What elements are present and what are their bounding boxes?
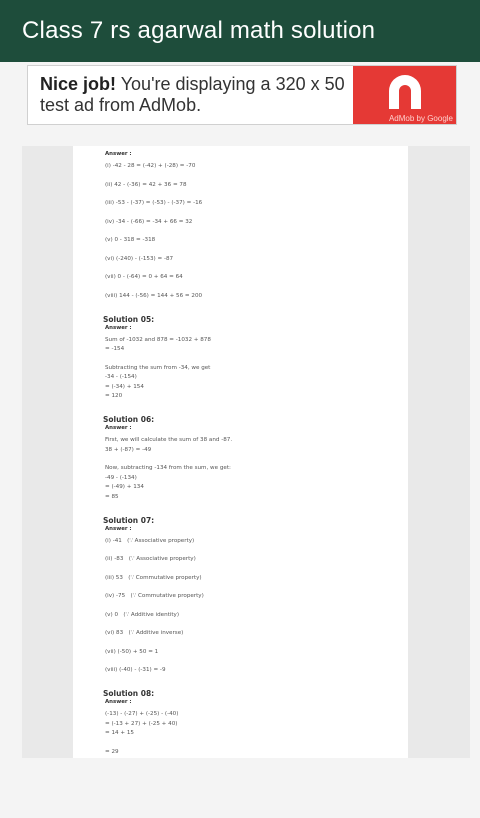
solution-line: 38 + (-87) = -49 (105, 446, 152, 453)
ad-text[interactable] (28, 66, 353, 124)
admob-logo-icon (383, 69, 427, 113)
test-ad-banner[interactable] (27, 65, 457, 125)
solution-line: (iv) -34 - (-66) = -34 + 66 = 32 (105, 218, 193, 225)
solution-line: Now, subtracting -134 from the sum, we get: (105, 465, 231, 471)
solution-line: (vii) (-50) + 50 = 1 (105, 648, 159, 655)
solution-line: Subtracting the sum from -34, we get (105, 364, 211, 371)
solution-heading: Solution 07: (103, 515, 155, 525)
solution-line: (vi) 83 (∵ Additive inverse) (105, 630, 184, 636)
solution-heading: Solution 08: (103, 689, 155, 698)
solution-line: = (-34) + 154 (105, 383, 144, 390)
solution-line: (iii) -53 - (-37) = (-53) - (-37) = -16 (105, 200, 203, 206)
solution-line: (ii) -83 (∵ Associative property) (105, 556, 196, 562)
solution-line: (iii) 53 (∵ Commutative property) (105, 574, 202, 581)
solution-line: = 29 (105, 748, 119, 755)
ad-headline-bold: Nice job! (40, 74, 117, 94)
solution-line: Sum of -1032 and 878 = -1032 + 878 (105, 336, 211, 343)
app-title: Class 7 rs agarwal math solution (22, 17, 376, 44)
solution-line: First, we will calculate the sum of 38 and -87. (105, 437, 233, 443)
solution-line: (-13) - (-27) + (-25) - (-40) (105, 711, 179, 717)
answer-label: Answer : (105, 525, 132, 532)
solution-line: (viii) 144 - (-56) = 144 + 56 = 200 (105, 292, 203, 299)
answer-label: Answer : (105, 324, 132, 331)
answer-label: Answer : (105, 425, 132, 431)
solution-line: = (-13 + 27) + (-25 + 40) (105, 720, 178, 727)
solution-line: (viii) (-40) - (-31) = -9 (105, 667, 166, 673)
solution-line: = 85 (105, 493, 119, 500)
answer-label: Answer : (105, 151, 132, 157)
solution-heading: Solution 06: (103, 415, 155, 424)
solution-line: = (-49) + 134 (105, 484, 144, 490)
ad-headline-rest: You're displaying a 320 x 50 test ad from AdMob. (40, 74, 345, 115)
answer-label: Answer : (105, 699, 132, 705)
solution-line: (vii) 0 - (-64) = 0 + 64 = 64 (105, 274, 183, 280)
solution-line: = 120 (105, 393, 123, 399)
solution-line: -34 - (-154) (105, 374, 137, 380)
solution-line: (ii) 42 - (-36) = 42 + 36 = 78 (105, 181, 187, 188)
solution-line: -49 - (-134) (105, 474, 137, 481)
solution-line: = 14 + 15 (105, 730, 134, 736)
solution-line: (i) -42 - 28 = (-42) + (-28) = -70 (105, 163, 196, 169)
solution-line: = -154 (105, 346, 125, 352)
ad-brand: AdMob by Google (388, 114, 453, 123)
solution-line: (v) 0 - 318 = -318 (105, 237, 156, 243)
ad-logo-panel[interactable] (353, 66, 456, 124)
app-bar (0, 0, 480, 62)
solution-page (73, 146, 408, 758)
solution-line: (v) 0 (∵ Additive identity) (105, 611, 180, 618)
solution-line: (vi) (-240) - (-153) = -87 (105, 255, 174, 262)
solution-heading: Solution 05: (103, 314, 155, 324)
solution-line: (iv) -75 (∵ Commutative property) (105, 593, 204, 599)
solution-line: (i) -41 (∵ Associative property) (105, 537, 195, 544)
